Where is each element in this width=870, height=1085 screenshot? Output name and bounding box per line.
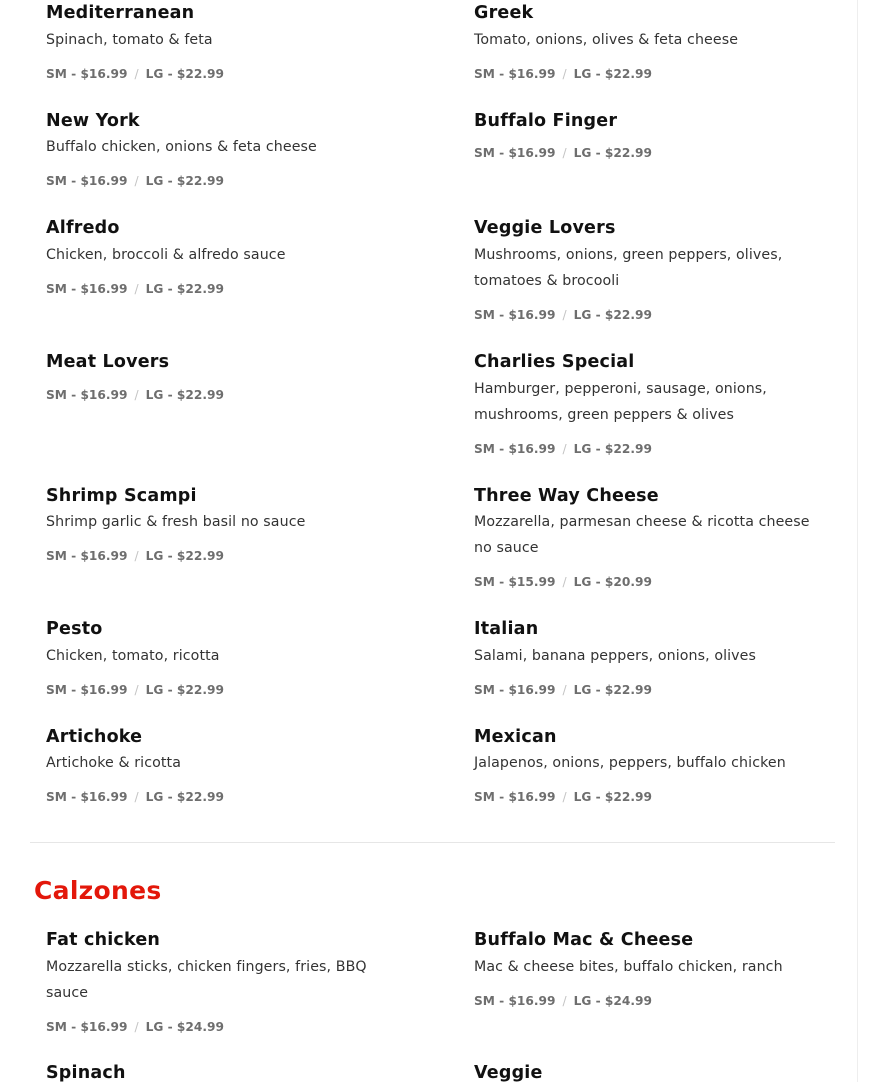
menu-item-name: Veggie Lovers (474, 218, 616, 238)
menu-item-description: Shrimp garlic & fresh basil no sauce (46, 514, 306, 530)
menu-item-name: Buffalo Finger (474, 111, 618, 131)
price-separator: / (562, 575, 567, 589)
menu-item-name: Charlies Special (474, 352, 635, 372)
small-price: SM - $16.99 (474, 146, 556, 160)
menu-item-name: Veggie (474, 1063, 543, 1083)
price-separator: / (562, 67, 567, 81)
large-price: LG - $22.99 (145, 282, 224, 296)
menu-item-prices (46, 548, 224, 564)
menu-item-prices (46, 682, 224, 698)
section-divider (30, 842, 835, 843)
menu-item-prices (474, 682, 652, 698)
menu-item-name: Buffalo Mac & Cheese (474, 930, 694, 950)
small-price: SM - $16.99 (46, 282, 128, 296)
price-separator: / (562, 442, 567, 456)
price-separator: / (562, 790, 567, 804)
menu-item-description: Jalapenos, onions, peppers, buffalo chicken (474, 755, 786, 771)
menu-item-prices (474, 441, 652, 457)
price-separator: / (134, 683, 139, 697)
small-price: SM - $15.99 (474, 575, 556, 589)
menu-item-prices (46, 281, 224, 297)
menu-item-name: Artichoke (46, 727, 143, 747)
price-separator: / (134, 1020, 139, 1034)
small-price: SM - $16.99 (474, 994, 556, 1008)
small-price: SM - $16.99 (474, 67, 556, 81)
menu-item-prices (46, 1019, 224, 1035)
large-price: LG - $20.99 (573, 575, 652, 589)
small-price: SM - $16.99 (474, 308, 556, 322)
small-price: SM - $16.99 (474, 790, 556, 804)
menu-item-description: Mozzarella sticks, chicken fingers, fries, BBQ sauce (46, 959, 367, 1001)
menu-item-name: Shrimp Scampi (46, 486, 197, 506)
menu-item-description: Mozzarella, parmesan cheese & ricotta cheese no sauce (474, 514, 810, 556)
menu-item-prices (474, 574, 652, 590)
calzones-section-title: Calzones (34, 876, 162, 905)
menu-item-name: Meat Lovers (46, 352, 170, 372)
menu-item-name: Fat chicken (46, 930, 161, 950)
price-separator: / (134, 174, 139, 188)
price-separator: / (562, 146, 567, 160)
small-price: SM - $16.99 (46, 1020, 128, 1034)
small-price: SM - $16.99 (46, 683, 128, 697)
price-separator: / (134, 282, 139, 296)
menu-item-description: Spinach, tomato & feta (46, 32, 213, 48)
menu-item-name: New York (46, 111, 140, 131)
large-price: LG - $22.99 (573, 67, 652, 81)
price-separator: / (134, 67, 139, 81)
menu-item-name: Mediterranean (46, 3, 195, 23)
menu-item-name: Pesto (46, 619, 103, 639)
large-price: LG - $22.99 (573, 790, 652, 804)
large-price: LG - $22.99 (145, 67, 224, 81)
menu-item-description: Artichoke & ricotta (46, 755, 182, 771)
small-price: SM - $16.99 (46, 790, 128, 804)
large-price: LG - $22.99 (145, 549, 224, 563)
large-price: LG - $22.99 (573, 442, 652, 456)
menu-item-prices (474, 307, 652, 323)
menu-item-name: Alfredo (46, 218, 120, 238)
menu-item-prices (474, 993, 652, 1009)
menu-item-description: Buffalo chicken, onions & feta cheese (46, 139, 317, 155)
price-separator: / (134, 790, 139, 804)
small-price: SM - $16.99 (474, 683, 556, 697)
large-price: LG - $22.99 (145, 683, 224, 697)
large-price: LG - $22.99 (145, 790, 224, 804)
large-price: LG - $22.99 (145, 388, 224, 402)
menu-item-name: Italian (474, 619, 539, 639)
large-price: LG - $22.99 (573, 146, 652, 160)
large-price: LG - $24.99 (573, 994, 652, 1008)
menu-item-description: Mac & cheese bites, buffalo chicken, ranch (474, 959, 783, 975)
menu-item-name: Mexican (474, 727, 557, 747)
large-price: LG - $22.99 (573, 308, 652, 322)
price-separator: / (562, 994, 567, 1008)
menu-item-description: Chicken, tomato, ricotta (46, 648, 220, 664)
menu-item-prices (474, 145, 652, 161)
large-price: LG - $22.99 (573, 683, 652, 697)
large-price: LG - $22.99 (145, 174, 224, 188)
menu-item-prices (474, 789, 652, 805)
large-price: LG - $24.99 (145, 1020, 224, 1034)
menu-item-prices (46, 66, 224, 82)
price-separator: / (134, 549, 139, 563)
menu-item-name: Three Way Cheese (474, 486, 659, 506)
menu-item-name: Spinach (46, 1063, 126, 1083)
page-right-border (857, 0, 858, 1082)
small-price: SM - $16.99 (46, 174, 128, 188)
menu-item-prices (474, 66, 652, 82)
menu-item-description: Hamburger, pepperoni, sausage, onions, mushrooms, green peppers & olives (474, 381, 767, 423)
small-price: SM - $16.99 (46, 388, 128, 402)
menu-item-description: Chicken, broccoli & alfredo sauce (46, 247, 286, 263)
price-separator: / (134, 388, 139, 402)
menu-item-name: Greek (474, 3, 534, 23)
menu-item-description: Salami, banana peppers, onions, olives (474, 648, 756, 664)
menu-item-prices (46, 387, 224, 403)
menu-item-prices (46, 789, 224, 805)
small-price: SM - $16.99 (46, 67, 128, 81)
price-separator: / (562, 683, 567, 697)
small-price: SM - $16.99 (474, 442, 556, 456)
menu-item-description: Mushrooms, onions, green peppers, olives, tomatoes & brocooli (474, 247, 783, 289)
menu-item-description: Tomato, onions, olives & feta cheese (474, 32, 739, 48)
menu-item-prices (46, 173, 224, 189)
small-price: SM - $16.99 (46, 549, 128, 563)
price-separator: / (562, 308, 567, 322)
